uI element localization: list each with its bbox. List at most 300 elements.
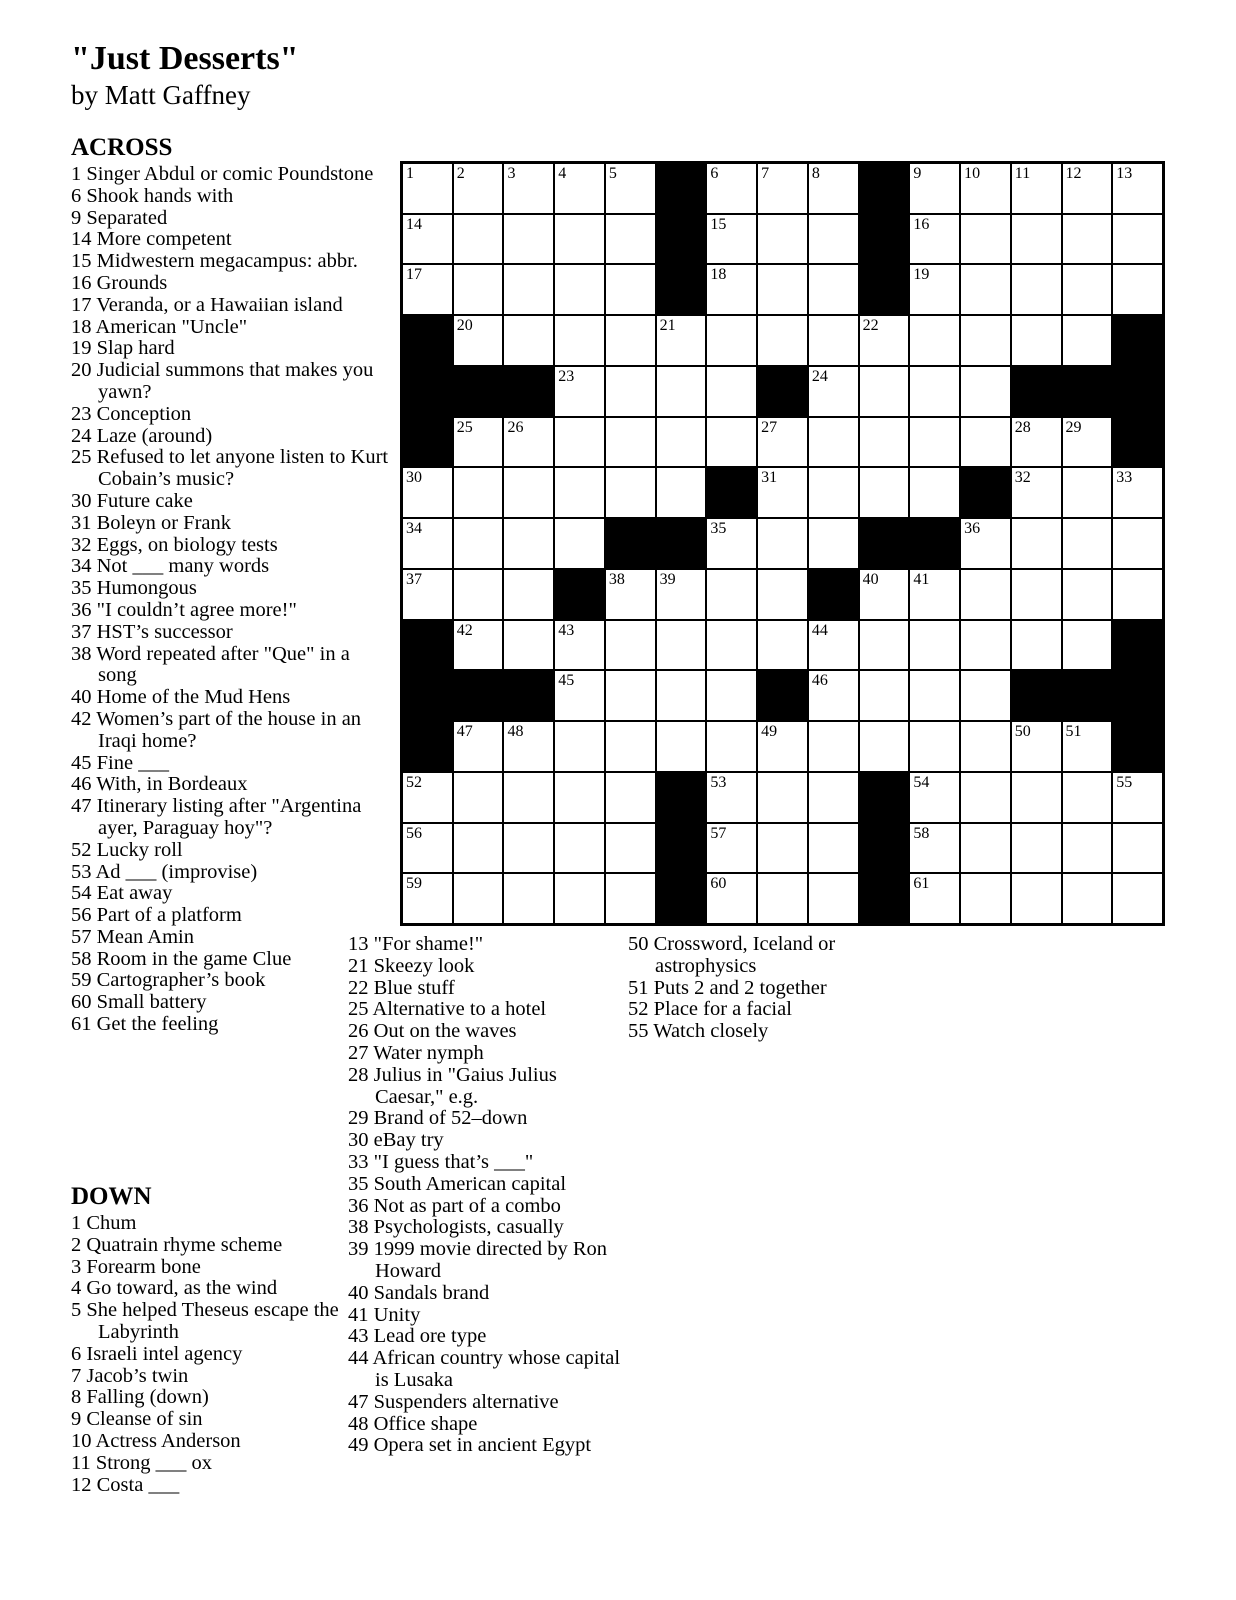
grid-cell-r12c11[interactable] [909, 721, 960, 772]
grid-black-cell-r7c7 [706, 467, 757, 518]
grid-cell-r12c12[interactable] [960, 721, 1011, 772]
grid-cell-r14c13[interactable] [1011, 823, 1062, 874]
down-clue-13: 13 "For shame!" [348, 933, 484, 955]
grid-cell-r2c9[interactable] [808, 214, 859, 265]
grid-cell-r2c5[interactable] [605, 214, 656, 265]
down-clue-list-col1 [71, 1213, 393, 1496]
grid-black-cell-r3c6 [656, 264, 707, 315]
cell-number: 48 [507, 723, 524, 741]
across-section [71, 134, 393, 1036]
grid-cell-r5c7[interactable] [706, 366, 757, 417]
cell-number: 45 [558, 672, 575, 690]
grid-cell-r15c9[interactable] [808, 873, 859, 924]
grid-cell-r13c5[interactable] [605, 772, 656, 823]
grid-cell-r1c1[interactable] [402, 163, 453, 214]
grid-cell-r4c5[interactable] [605, 315, 656, 366]
cell-number: 52 [406, 773, 422, 791]
cell-number: 2 [456, 165, 465, 182]
cell-number: 27 [761, 418, 778, 436]
grid-cell-r5c5[interactable] [605, 366, 656, 417]
cell-number: 43 [558, 621, 575, 639]
down-clue-35: 35 South American capital [348, 1172, 567, 1195]
grid-cell-r6c5[interactable] [605, 417, 656, 468]
grid-cell-r2c13[interactable] [1011, 214, 1062, 265]
down-clue-49: 49 Opera set in ancient Egypt [348, 1434, 592, 1457]
grid-cell-r9c12[interactable] [960, 569, 1011, 620]
grid-cell-r8c9[interactable] [808, 518, 859, 569]
grid-cell-r2c12[interactable] [960, 214, 1011, 265]
grid-cell-r13c1[interactable] [402, 772, 453, 823]
down-clue-28: 28 Julius in "Gaius Julius Caesar," e.g. [348, 1063, 557, 1108]
cell-number: 3 [507, 165, 516, 182]
grid-cell-r15c12[interactable] [960, 873, 1011, 924]
grid-cell-r13c8[interactable] [757, 772, 808, 823]
grid-cell-r15c3[interactable] [503, 873, 554, 924]
across-clue-61: 61 Get the feeling [71, 1013, 219, 1036]
grid-cell-r12c3[interactable] [503, 721, 554, 772]
down-clue-36: 36 Not as part of a combo [348, 1194, 561, 1217]
grid-cell-r1c4[interactable] [554, 163, 605, 214]
grid-cell-r7c5[interactable] [605, 467, 656, 518]
grid-cell-r15c7[interactable] [706, 873, 757, 924]
grid-cell-r1c7[interactable] [706, 163, 757, 214]
grid-cell-r10c13[interactable] [1011, 620, 1062, 671]
grid-cell-r2c14[interactable] [1062, 214, 1113, 265]
grid-cell-r9c15[interactable] [1112, 569, 1163, 620]
down-clue-list-col3 [628, 934, 928, 1043]
grid-cell-r2c3[interactable] [503, 214, 554, 265]
cell-number: 50 [1014, 723, 1031, 741]
cell-number: 11 [1014, 165, 1031, 182]
grid-cell-r8c2[interactable] [453, 518, 504, 569]
grid-cell-r7c3[interactable] [503, 467, 554, 518]
down-clue-22: 22 Blue stuff [348, 976, 455, 999]
cell-number: 12 [1065, 165, 1082, 182]
across-clue-17: 17 Veranda, or a Hawaiian island [71, 293, 343, 316]
grid-cell-r13c15[interactable] [1112, 772, 1163, 823]
grid-cell-r9c6[interactable] [656, 569, 707, 620]
grid-cell-r1c13[interactable] [1011, 163, 1062, 214]
down-clue-1: 1 Chum [71, 1212, 137, 1234]
cell-number: 40 [862, 570, 879, 588]
across-clue-32: 32 Eggs, on biology tests [71, 533, 278, 556]
grid-black-cell-r5c13 [1011, 366, 1062, 417]
grid-cell-r9c11[interactable] [909, 569, 960, 620]
down-clue-11: 11 Strong ___ ox [71, 1451, 213, 1474]
grid-cell-r4c6[interactable] [656, 315, 707, 366]
cell-number: 8 [811, 165, 820, 182]
cell-number: 18 [710, 266, 727, 284]
grid-cell-r2c7[interactable] [706, 214, 757, 265]
cell-number: 16 [913, 215, 930, 233]
cell-number: 60 [710, 875, 727, 893]
grid-cell-r3c15[interactable] [1112, 264, 1163, 315]
grid-cell-r10c14[interactable] [1062, 620, 1113, 671]
down-clue-39: 39 1999 movie directed by Ron Howard [348, 1238, 608, 1282]
cell-number: 33 [1116, 469, 1133, 487]
down-clue-40: 40 Sandals brand [348, 1281, 490, 1304]
grid-cell-r7c1[interactable] [402, 467, 453, 518]
grid-cell-r1c14[interactable] [1062, 163, 1113, 214]
grid-cell-r5c12[interactable] [960, 366, 1011, 417]
grid-cell-r3c3[interactable] [503, 264, 554, 315]
grid-cell-r6c4[interactable] [554, 417, 605, 468]
grid-cell-r14c12[interactable] [960, 823, 1011, 874]
grid-black-cell-r13c6 [656, 772, 707, 823]
grid-cell-r7c9[interactable] [808, 467, 859, 518]
down-clue-27: 27 Water nymph [348, 1041, 484, 1064]
grid-cell-r7c15[interactable] [1112, 467, 1163, 518]
grid-cell-r13c11[interactable] [909, 772, 960, 823]
grid-cell-r12c13[interactable] [1011, 721, 1062, 772]
grid-cell-r6c13[interactable] [1011, 417, 1062, 468]
grid-cell-r8c13[interactable] [1011, 518, 1062, 569]
grid-cell-r4c8[interactable] [757, 315, 808, 366]
grid-cell-r9c3[interactable] [503, 569, 554, 620]
grid-cell-r9c10[interactable] [859, 569, 910, 620]
grid-cell-r15c4[interactable] [554, 873, 605, 924]
grid-cell-r3c4[interactable] [554, 264, 605, 315]
grid-cell-r13c14[interactable] [1062, 772, 1113, 823]
grid-cell-r10c3[interactable] [503, 620, 554, 671]
across-clue-16: 16 Grounds [71, 271, 168, 294]
grid-cell-r1c15[interactable] [1112, 163, 1163, 214]
grid-cell-r7c13[interactable] [1011, 467, 1062, 518]
cell-number: 56 [406, 824, 422, 842]
across-clue-53: 53 Ad ___ (improvise) [71, 860, 258, 883]
grid-cell-r6c11[interactable] [909, 417, 960, 468]
grid-cell-r15c5[interactable] [605, 873, 656, 924]
grid-cell-r14c3[interactable] [503, 823, 554, 874]
grid-cell-r3c14[interactable] [1062, 264, 1113, 315]
grid-cell-r10c5[interactable] [605, 620, 656, 671]
grid-cell-r12c5[interactable] [605, 721, 656, 772]
grid-cell-r10c7[interactable] [706, 620, 757, 671]
cell-number: 42 [456, 621, 473, 639]
grid-cell-r2c2[interactable] [453, 214, 504, 265]
grid-cell-r4c7[interactable] [706, 315, 757, 366]
cell-number: 53 [710, 773, 727, 791]
grid-cell-r13c13[interactable] [1011, 772, 1062, 823]
grid-cell-r4c11[interactable] [909, 315, 960, 366]
grid-cell-r4c13[interactable] [1011, 315, 1062, 366]
grid-cell-r1c8[interactable] [757, 163, 808, 214]
down-section [71, 1183, 393, 1496]
grid-cell-r11c4[interactable] [554, 670, 605, 721]
grid-cell-r14c7[interactable] [706, 823, 757, 874]
grid-cell-r6c7[interactable] [706, 417, 757, 468]
down-clue-51: 51 Puts 2 and 2 together [628, 976, 827, 999]
grid-cell-r10c8[interactable] [757, 620, 808, 671]
grid-black-cell-r4c15 [1112, 315, 1163, 366]
grid-cell-r3c9[interactable] [808, 264, 859, 315]
down-clue-10: 10 Actress Anderson [71, 1429, 241, 1452]
grid-cell-r15c2[interactable] [453, 873, 504, 924]
cell-number: 57 [710, 824, 727, 842]
cell-number: 23 [558, 367, 575, 385]
down-clue-50: 50 Crossword, Iceland or astrophysics [628, 933, 836, 977]
across-clue-34: 34 Not ___ many words [71, 555, 270, 578]
grid-cell-r9c13[interactable] [1011, 569, 1062, 620]
grid-cell-r4c4[interactable] [554, 315, 605, 366]
grid-cell-r12c9[interactable] [808, 721, 859, 772]
across-clue-45: 45 Fine ___ [71, 751, 169, 774]
grid-black-cell-r4c1 [402, 315, 453, 366]
cell-number: 44 [811, 621, 828, 639]
grid-cell-r11c11[interactable] [909, 670, 960, 721]
grid-cell-r4c3[interactable] [503, 315, 554, 366]
down-clue-4: 4 Go toward, as the wind [71, 1277, 278, 1300]
grid-cell-r15c14[interactable] [1062, 873, 1113, 924]
cell-number: 17 [406, 266, 422, 284]
down-heading: DOWN [71, 1183, 152, 1210]
grid-cell-r1c11[interactable] [909, 163, 960, 214]
grid-cell-r13c4[interactable] [554, 772, 605, 823]
grid-cell-r13c3[interactable] [503, 772, 554, 823]
down-clue-41: 41 Unity [348, 1303, 421, 1326]
grid-cell-r14c8[interactable] [757, 823, 808, 874]
grid-black-cell-r1c10 [859, 163, 910, 214]
across-clue-59: 59 Cartographer’s book [71, 969, 266, 992]
grid-cell-r2c15[interactable] [1112, 214, 1163, 265]
grid-black-cell-r12c1 [402, 721, 453, 772]
across-clue-52: 52 Lucky roll [71, 838, 183, 861]
across-clue-20: 20 Judicial summons that makes you yawn? [71, 359, 374, 403]
cell-number: 30 [406, 469, 422, 487]
grid-cell-r8c7[interactable] [706, 518, 757, 569]
down-clue-7: 7 Jacob’s twin [71, 1364, 189, 1387]
across-clue-35: 35 Humongous [71, 577, 197, 600]
grid-cell-r15c13[interactable] [1011, 873, 1062, 924]
grid-black-cell-r6c15 [1112, 417, 1163, 468]
grid-cell-r11c5[interactable] [605, 670, 656, 721]
across-clue-19: 19 Slap hard [71, 337, 175, 360]
grid-cell-r7c11[interactable] [909, 467, 960, 518]
grid-cell-r8c14[interactable] [1062, 518, 1113, 569]
grid-cell-r10c10[interactable] [859, 620, 910, 671]
grid-cell-r12c7[interactable] [706, 721, 757, 772]
grid-cell-r6c12[interactable] [960, 417, 1011, 468]
grid-cell-r3c1[interactable] [402, 264, 453, 315]
grid-cell-r1c5[interactable] [605, 163, 656, 214]
across-clue-18: 18 American "Uncle" [71, 315, 248, 338]
down-clue-33: 33 "I guess that’s ___" [348, 1150, 534, 1173]
grid-cell-r12c10[interactable] [859, 721, 910, 772]
grid-cell-r14c4[interactable] [554, 823, 605, 874]
grid-cell-r6c8[interactable] [757, 417, 808, 468]
grid-cell-r3c11[interactable] [909, 264, 960, 315]
cell-number: 29 [1065, 418, 1082, 436]
grid-cell-r10c12[interactable] [960, 620, 1011, 671]
grid-cell-r11c9[interactable] [808, 670, 859, 721]
grid-cell-r4c14[interactable] [1062, 315, 1113, 366]
grid-cell-r10c9[interactable] [808, 620, 859, 671]
grid-cell-r12c6[interactable] [656, 721, 707, 772]
grid-cell-r9c2[interactable] [453, 569, 504, 620]
grid-cell-r2c4[interactable] [554, 214, 605, 265]
grid-cell-r11c6[interactable] [656, 670, 707, 721]
grid-cell-r11c12[interactable] [960, 670, 1011, 721]
grid-cell-r13c9[interactable] [808, 772, 859, 823]
grid-cell-r10c11[interactable] [909, 620, 960, 671]
down-clue-52: 52 Place for a facial [628, 998, 792, 1021]
grid-black-cell-r11c8 [757, 670, 808, 721]
grid-cell-r3c12[interactable] [960, 264, 1011, 315]
grid-cell-r3c8[interactable] [757, 264, 808, 315]
down-clue-44: 44 African country whose capital is Lusaka [348, 1347, 621, 1391]
grid-cell-r6c14[interactable] [1062, 417, 1113, 468]
down-clue-8: 8 Falling (down) [71, 1386, 209, 1409]
grid-cell-r8c4[interactable] [554, 518, 605, 569]
grid-black-cell-r8c10 [859, 518, 910, 569]
down-clue-6: 6 Israeli intel agency [71, 1342, 243, 1365]
cell-number: 26 [507, 418, 524, 436]
grid-cell-r12c2[interactable] [453, 721, 504, 772]
grid-cell-r14c14[interactable] [1062, 823, 1113, 874]
grid-cell-r12c4[interactable] [554, 721, 605, 772]
grid-cell-r10c6[interactable] [656, 620, 707, 671]
grid-cell-r7c8[interactable] [757, 467, 808, 518]
grid-cell-r6c9[interactable] [808, 417, 859, 468]
cell-number: 6 [710, 165, 719, 182]
grid-cell-r6c2[interactable] [453, 417, 504, 468]
cell-number: 21 [659, 317, 676, 335]
grid-cell-r14c2[interactable] [453, 823, 504, 874]
grid-cell-r8c15[interactable] [1112, 518, 1163, 569]
grid-cell-r14c1[interactable] [402, 823, 453, 874]
down-clue-38: 38 Psychologists, casually [348, 1216, 564, 1239]
grid-cell-r5c4[interactable] [554, 366, 605, 417]
grid-cell-r15c8[interactable] [757, 873, 808, 924]
grid-cell-r9c8[interactable] [757, 569, 808, 620]
grid-cell-r11c7[interactable] [706, 670, 757, 721]
grid-cell-r3c7[interactable] [706, 264, 757, 315]
grid-cell-r14c15[interactable] [1112, 823, 1163, 874]
grid-cell-r7c4[interactable] [554, 467, 605, 518]
grid-cell-r12c14[interactable] [1062, 721, 1113, 772]
grid-cell-r2c8[interactable] [757, 214, 808, 265]
grid-cell-r8c8[interactable] [757, 518, 808, 569]
grid-cell-r8c12[interactable] [960, 518, 1011, 569]
grid-cell-r14c5[interactable] [605, 823, 656, 874]
cell-number: 38 [608, 570, 625, 588]
down-clue-list-col2 [348, 934, 628, 1457]
grid-cell-r3c2[interactable] [453, 264, 504, 315]
grid-black-cell-r2c10 [859, 214, 910, 265]
grid-cell-r6c10[interactable] [859, 417, 910, 468]
grid-cell-r3c5[interactable] [605, 264, 656, 315]
grid-cell-r7c6[interactable] [656, 467, 707, 518]
grid-cell-r1c3[interactable] [503, 163, 554, 214]
grid-cell-r4c12[interactable] [960, 315, 1011, 366]
across-clue-1: 1 Singer Abdul or comic Poundstone [71, 163, 374, 185]
grid-cell-r4c9[interactable] [808, 315, 859, 366]
cell-number: 15 [710, 215, 727, 233]
grid-cell-r4c10[interactable] [859, 315, 910, 366]
grid-black-cell-r12c15 [1112, 721, 1163, 772]
grid-cell-r1c9[interactable] [808, 163, 859, 214]
cell-number: 5 [608, 165, 617, 182]
across-clue-9: 9 Separated [71, 206, 168, 229]
cell-number: 20 [456, 317, 473, 335]
grid-cell-r2c1[interactable] [402, 214, 453, 265]
grid-cell-r13c2[interactable] [453, 772, 504, 823]
grid-cell-r6c3[interactable] [503, 417, 554, 468]
grid-black-cell-r5c3 [503, 366, 554, 417]
grid-black-cell-r11c1 [402, 670, 453, 721]
across-clue-30: 30 Future cake [71, 489, 193, 512]
grid-cell-r3c13[interactable] [1011, 264, 1062, 315]
grid-cell-r13c7[interactable] [706, 772, 757, 823]
cell-number: 9 [913, 165, 922, 182]
grid-cell-r10c2[interactable] [453, 620, 504, 671]
grid-cell-r7c10[interactable] [859, 467, 910, 518]
across-clue-58: 58 Room in the game Clue [71, 947, 292, 970]
grid-cell-r8c3[interactable] [503, 518, 554, 569]
grid-black-cell-r7c12 [960, 467, 1011, 518]
grid-black-cell-r11c13 [1011, 670, 1062, 721]
grid-cell-r9c1[interactable] [402, 569, 453, 620]
across-clue-36: 36 "I couldn’t agree more!" [71, 598, 297, 621]
grid-cell-r5c9[interactable] [808, 366, 859, 417]
across-clue-42: 42 Women’s part of the house in an Iraqi home? [71, 707, 362, 752]
grid-cell-r9c14[interactable] [1062, 569, 1113, 620]
grid-black-cell-r11c3 [503, 670, 554, 721]
grid-black-cell-r5c2 [453, 366, 504, 417]
grid-cell-r14c11[interactable] [909, 823, 960, 874]
cell-number: 10 [964, 165, 981, 182]
grid-cell-r4c2[interactable] [453, 315, 504, 366]
grid-cell-r15c11[interactable] [909, 873, 960, 924]
grid-cell-r5c6[interactable] [656, 366, 707, 417]
down-clue-55: 55 Watch closely [628, 1020, 769, 1043]
cell-number: 25 [456, 418, 473, 436]
grid-black-cell-r15c6 [656, 873, 707, 924]
across-clue-37: 37 HST’s successor [71, 620, 233, 643]
cell-number: 36 [964, 520, 981, 538]
grid-cell-r1c12[interactable] [960, 163, 1011, 214]
grid-cell-r9c5[interactable] [605, 569, 656, 620]
down-clue-9: 9 Cleanse of sin [71, 1408, 203, 1431]
grid-cell-r5c11[interactable] [909, 366, 960, 417]
cell-number: 13 [1116, 165, 1133, 182]
cell-number: 54 [913, 773, 930, 791]
grid-cell-r6c6[interactable] [656, 417, 707, 468]
grid-cell-r7c2[interactable] [453, 467, 504, 518]
across-clue-57: 57 Mean Amin [71, 925, 194, 948]
cell-number: 31 [761, 469, 778, 487]
across-clue-40: 40 Home of the Mud Hens [71, 686, 291, 709]
down-clue-29: 29 Brand of 52–down [348, 1107, 528, 1130]
grid-cell-r12c8[interactable] [757, 721, 808, 772]
crossword-grid [400, 161, 1165, 926]
grid-cell-r13c12[interactable] [960, 772, 1011, 823]
grid-cell-r15c1[interactable] [402, 873, 453, 924]
grid-cell-r8c1[interactable] [402, 518, 453, 569]
grid-black-cell-r10c1 [402, 620, 453, 671]
grid-cell-r9c7[interactable] [706, 569, 757, 620]
grid-black-cell-r5c14 [1062, 366, 1113, 417]
grid-cell-r11c10[interactable] [859, 670, 910, 721]
grid-cell-r1c2[interactable] [453, 163, 504, 214]
across-clue-14: 14 More competent [71, 228, 232, 251]
grid-cell-r10c4[interactable] [554, 620, 605, 671]
grid-cell-r5c10[interactable] [859, 366, 910, 417]
grid-cell-r14c9[interactable] [808, 823, 859, 874]
grid-cell-r2c11[interactable] [909, 214, 960, 265]
grid-cell-r7c14[interactable] [1062, 467, 1113, 518]
grid-cell-r15c15[interactable] [1112, 873, 1163, 924]
